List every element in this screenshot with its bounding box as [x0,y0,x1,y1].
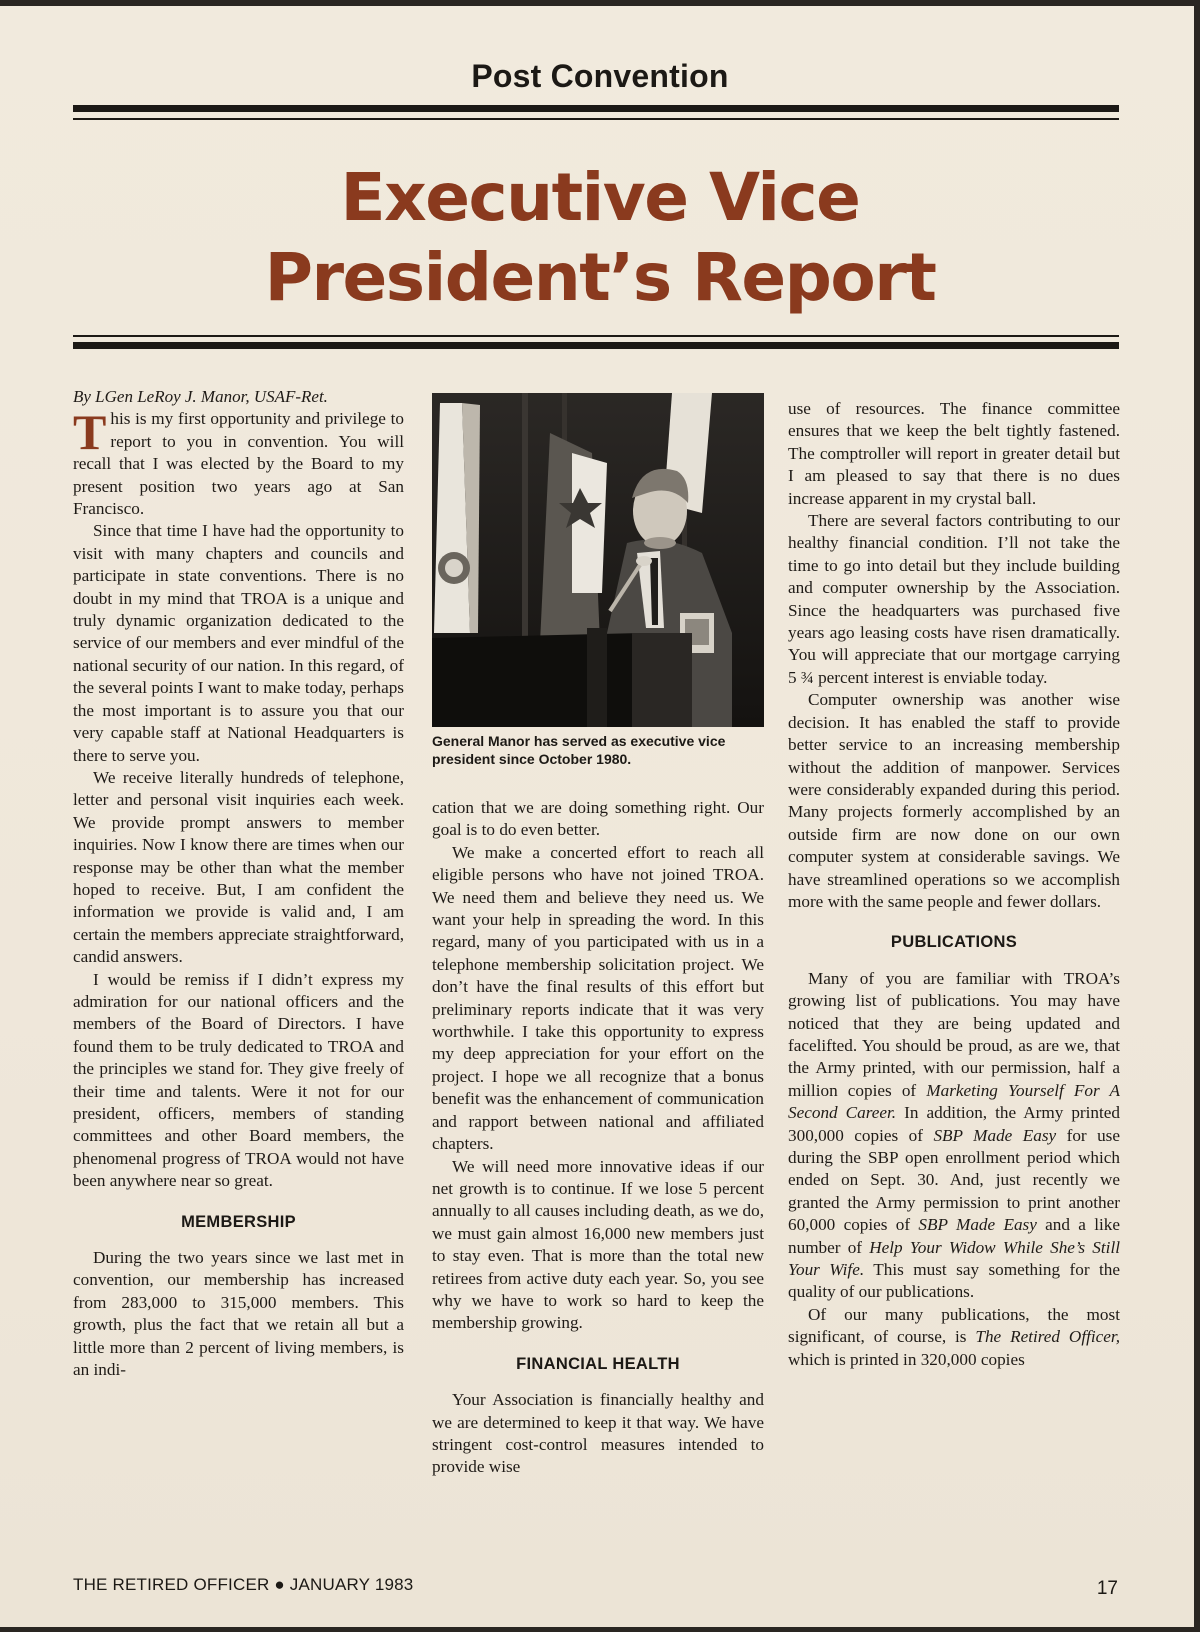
paragraph [73,404,404,520]
page-title [0,158,1200,318]
paragraph: cation that we are doing something right. Our goal is to do even better. [432,798,764,840]
header-rule-thick [73,105,1119,112]
photo-caption: General Manor has served as executive vice president since October 1980. [432,733,726,767]
paragraph [788,1304,1120,1371]
speaker-photo-image [432,393,764,727]
article-column-2 [432,797,764,1479]
paragraph: We receive literally hundreds of telephone, letter and personal visit inquiries each week. We provide prompt answers to member inquiries. Now I know there are times when our response may be other than what the member hoped to receive. But, I am confident the information we provide is valid and, I am certain the members appreciate straightforward, candid answers. [73,767,404,967]
publication-title: SBP Made Easy [933,1125,1057,1145]
paragraph-text: This must say something for the quality of our publications. [788,1260,1120,1302]
paragraph: I would be remiss if I didn’t express my admiration for our national officers and the members of the Board of Directors. I have found them to be truly dedicated to TROA and the principles we stand for. They give freely of their time and talents. Were it not for our president, officers, members of standing committees and other Board members, the phenomenal progress of TROA would not have been anywhere near so great. [73,969,404,1191]
paragraph-text: which is printed in 320,000 copies [788,1349,1025,1369]
footer-publication: THE RETIRED OFFICER ● JANUARY 1983 [73,1575,414,1594]
publication-title: Marketing Yourself For A Second Career. [788,1080,1120,1123]
byline: By LGen LeRoy J. Manor, USAF-Ret. [73,387,328,406]
paragraph-text: In addition, the Army printed 300,000 copies of [788,1103,1121,1145]
paragraph [788,968,1120,1304]
subhead-publications: PUBLICATIONS [890,933,1018,952]
paragraph: Computer ownership was another wise decision. It has enabled the staff to provide better service to an increasing membership without the addition of manpower. Services were considerably expanded during this period. Many projects formerly accomplished by an outside firm are now done on our own computer system at considerable savings. We have streamlined operations so we accomplish more with the same people and fewer dollars. [788,690,1120,911]
title-line-2: President’s Report [264,239,936,316]
scan-border-bottom [0,1627,1200,1632]
article-column-1 [73,386,404,1381]
paragraph: There are several factors contributing to our healthy financial condition. I’ll not take the time to go into detail but they include building and computer ownership by the Association. Since the headquarters was purchased five years ago leasing costs have risen dramatically. You will appreciate that our mortgage carrying 5 ¾ percent interest is enviable today. [788,511,1120,687]
page-number: 17 [1096,1578,1118,1599]
paragraph: We will need more innovative ideas if our net growth is to continue. If we lose 5 percent annually to all causes including death, as we do, we must gain almost 16,000 new members just to stay even. That is more than the total new retirees from active duty each year. So, you see why we have to work so hard to keep the membership growing. [432,1156,764,1333]
title-rule-thick [73,342,1119,349]
article-column-3 [788,398,1120,1371]
publication-title: SBP Made Easy [918,1215,1037,1235]
publication-title: The Retired Officer, [975,1327,1120,1347]
paragraph-text: Many of you are familiar with TROA’s growing list of publications. You may have noticed that they are being updated and facelifted. You should be proud, as are we, that the Army printed, with our permission, half a million copies of [788,968,1120,1100]
title-rule-thin [73,335,1119,337]
paragraph-text: Of our many publications, the most significant, of course, is [788,1304,1120,1347]
subhead-membership: MEMBERSHIP [181,1212,296,1231]
scan-border-top [0,0,1200,6]
paragraph: During the two years since we last met in convention, our membership has increased from 283,000 to 315,000 members. This growth, plus the fact that we retain all but a little more than 2 percent of living members, is an indi- [73,1248,404,1380]
subhead-financial-health: FINANCIAL HEALTH [516,1354,680,1373]
header-rule-thin [73,118,1119,120]
drop-cap: T [73,404,107,461]
section-label: Post Convention [471,58,729,94]
title-line-1: Executive Vice [340,159,860,236]
paragraph: We make a concerted effort to reach all eligible persons who have not joined TROA. We need them and believe they need us. We want your help in spreading the word. In this regard, many of you participated with us in a telephone membership solicitation project. We don’t have the final results of this effort but preliminary reports indicate that it was very worthwhile. I take this opportunity to express my deep appreciation for your effort on the project. I hope we all recognize that a bonus benefit was the enhancement of communication and rapport between national and affiliated chapters. [432,842,764,1154]
speaker-photo [432,393,764,727]
paragraph: use of resources. The finance committee ensures that we keep the belt tightly fastened. The comptroller will report in greater detail but I am pleased to say that there is no dues increase apparent in my crystal ball. [788,399,1120,508]
paragraph-text: his is my first opportunity and privilege to report to you in convention. You will recall that I was elected by the Board to my present position two years ago at San Francisco. [73,409,404,519]
paragraph-text: for use during the SBP open enrollment period which ended on Sept. 30. And, just recently we granted the Army permission to print another 60,000 copies of [788,1125,1121,1235]
paragraph: Your Association is financially healthy and we are determined to keep it that way. We have stringent cost-control measures intended to provide wise [432,1390,764,1477]
publication-title: Help Your Widow While She’s Still Your Wife. [788,1237,1120,1280]
paragraph: Since that time I have had the opportunity to visit with many chapters and councils and participate in state conventions. There is no doubt in my mind that TROA is a unique and truly dynamic organization dedicated to the service of our members and ever mindful of the national security of our nation. In this regard, of the several points I want to make today, perhaps the most important is to assure you that our very capable staff at National Headquarters is there to serve you. [73,521,404,765]
paragraph-text: and a like number of [788,1215,1120,1257]
